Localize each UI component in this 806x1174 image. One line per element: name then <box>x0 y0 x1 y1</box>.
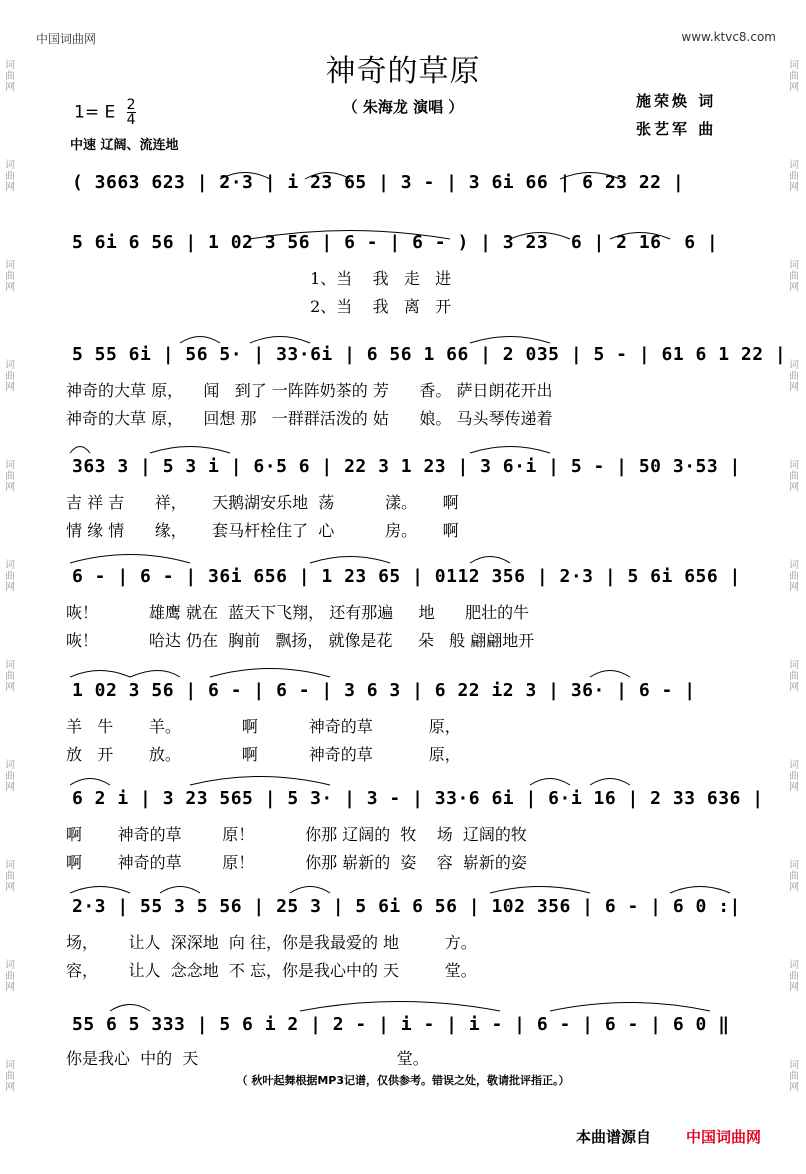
slur-arcs <box>70 550 740 564</box>
watermark-text: 词 曲 网 <box>5 460 15 493</box>
slur-arcs <box>70 998 740 1012</box>
watermark-text: 词 曲 网 <box>5 660 15 693</box>
watermark-text: 词 曲 网 <box>789 360 799 393</box>
watermark-text: 词 曲 网 <box>789 860 799 893</box>
lyric-row-7b: 啊 神奇的草 原！ 你那 崭新的 姿 容 崭新的姿 <box>66 853 527 872</box>
notation-row-1: ( 3663 623 | 2·3 | i 23 65 | 3 - | 3 6i 66 | 6 23 22 | <box>72 172 685 193</box>
watermark-text: 词 曲 网 <box>5 260 15 293</box>
lyric-row-3b: 神奇的大草 原， 回想 那 一群群活泼的 姑 娘。 马头琴传递着 <box>66 409 553 428</box>
singer: （ 朱海龙 演唱 ） <box>342 98 464 116</box>
watermark-text: 词 曲 网 <box>5 60 15 93</box>
notation-row-3: 5 55 6i | 56 5· | 33·6i | 6 56 1 66 | 2 035 | 5 - | 61 6 1 22 | <box>72 344 787 365</box>
watermark-text: 词 曲 网 <box>789 660 799 693</box>
transcription-note: （ 秋叶起舞根据MP3记谱，仅供参考。错误之处，敬请批评指正。） <box>236 1074 570 1087</box>
lyric-row-8b: 容， 让人 念念地 不 忘，你是我心中的 天 堂。 <box>66 961 477 980</box>
notation-row-6: 1 02 3 56 | 6 - | 6 - | 3 6 3 | 6 22 i2 3 | 36· | 6 - | <box>72 680 696 701</box>
notation-row-9: 55 6 5 333 | 5 6 i 2 | 2 - | i - | i - | 6 - | 6 - | 6 0 ‖ <box>72 1014 730 1035</box>
watermark-text: 词 曲 网 <box>5 760 15 793</box>
watermark-text: 词 曲 网 <box>5 160 15 193</box>
lyric-row-2b: 2、当 我 离 开 <box>66 297 452 316</box>
lyric-row-4b: 情 缘 情 缘， 套马杆栓住了 心 房。 啊 <box>66 521 459 540</box>
site-name-left: 中国词曲网 <box>36 32 97 46</box>
time-numerator: 2 <box>126 97 136 113</box>
lyric-row-8a: 场， 让人 深深地 向 往，你是我最爱的 地 方。 <box>66 933 477 952</box>
lyric-row-9: 你是我心 中的 天 堂。 <box>66 1049 429 1068</box>
notation-row-5: 6 - | 6 - | 36i 656 | 1 23 65 | 0112 356 | 2·3 | 5 6i 656 | <box>72 566 741 587</box>
lyric-row-6a: 羊 牛 羊。 啊 神奇的草 原， <box>66 717 461 736</box>
notation-row-2: 5 6i 6 56 | 1 02 3 56 | 6 - | 6 - ) | 3 23 6 | 2 16 6 | <box>72 232 719 253</box>
watermark-text: 词 曲 网 <box>789 1060 799 1093</box>
watermark-text: 词 曲 网 <box>5 860 15 893</box>
lyric-row-5b: 咴！ 哈达 仍在 胸前 飘扬， 就像是花 朵 般 翩翩地开 <box>66 631 535 650</box>
notation-row-7: 6 2 i | 3 23 565 | 5 3· | 3 - | 33·6 6i | 6·i 16 | 2 33 636 | <box>72 788 764 809</box>
watermark-text: 词 曲 网 <box>789 460 799 493</box>
site-url: www.ktvc8.com <box>681 30 776 44</box>
source-label: 本曲谱源自 <box>576 1128 652 1146</box>
slur-arcs <box>70 440 740 454</box>
lyric-row-6b: 放 开 放。 啊 神奇的草 原， <box>66 745 461 764</box>
song-title: 神奇的草原 <box>325 54 481 89</box>
time-denominator: 4 <box>126 112 136 128</box>
watermark-text: 词 曲 网 <box>5 960 15 993</box>
lyric-row-2a: 1、当 我 走 进 <box>66 269 452 288</box>
watermark-text: 词 曲 网 <box>5 1060 15 1093</box>
watermark-text: 词 曲 网 <box>789 60 799 93</box>
watermark-text: 词 曲 网 <box>789 560 799 593</box>
slur-arcs <box>70 880 740 894</box>
slur-arcs <box>70 664 740 678</box>
watermark-text: 词 曲 网 <box>5 360 15 393</box>
slur-arcs <box>70 772 740 786</box>
watermark-text: 词 曲 网 <box>789 960 799 993</box>
key-signature <box>74 98 136 127</box>
lyric-row-5a: 咴！ 雄鹰 就在 蓝天下飞翔， 还有那遍 地 肥壮的牛 <box>66 603 530 622</box>
key-label: 1= E <box>74 102 116 123</box>
watermark-text: 词 曲 网 <box>789 760 799 793</box>
watermark-text: 词 曲 网 <box>5 560 15 593</box>
tempo-marking: 中速 辽阔、流连地 <box>70 138 179 153</box>
lyric-row-3a: 神奇的大草 原， 闻 到了 一阵阵奶茶的 芳 香。 萨日朗花开出 <box>66 381 553 400</box>
notation-row-8: 2·3 | 55 3 5 56 | 25 3 | 5 6i 6 56 | 102 356 | 6 - | 6 0 :| <box>72 896 741 917</box>
watermark-text: 词 曲 网 <box>789 160 799 193</box>
lyric-row-4a: 吉 祥 吉 祥， 天鹅湖安乐地 荡 漾。 啊 <box>66 493 459 512</box>
composer: 张艺军 曲 <box>636 120 717 138</box>
lyricist: 施荣焕 词 <box>636 92 717 110</box>
lyric-row-7a: 啊 神奇的草 原！ 你那 辽阔的 牧 场 辽阔的牧 <box>66 825 527 844</box>
notation-row-4: 363 3 | 5 3 i | 6·5 6 | 22 3 1 23 | 3 6·i | 5 - | 50 3·53 | <box>72 456 741 477</box>
source-site-link[interactable]: 中国词曲网 <box>686 1128 762 1146</box>
time-signature <box>127 98 136 127</box>
slur-arcs <box>70 330 740 344</box>
watermark-text: 词 曲 网 <box>789 260 799 293</box>
